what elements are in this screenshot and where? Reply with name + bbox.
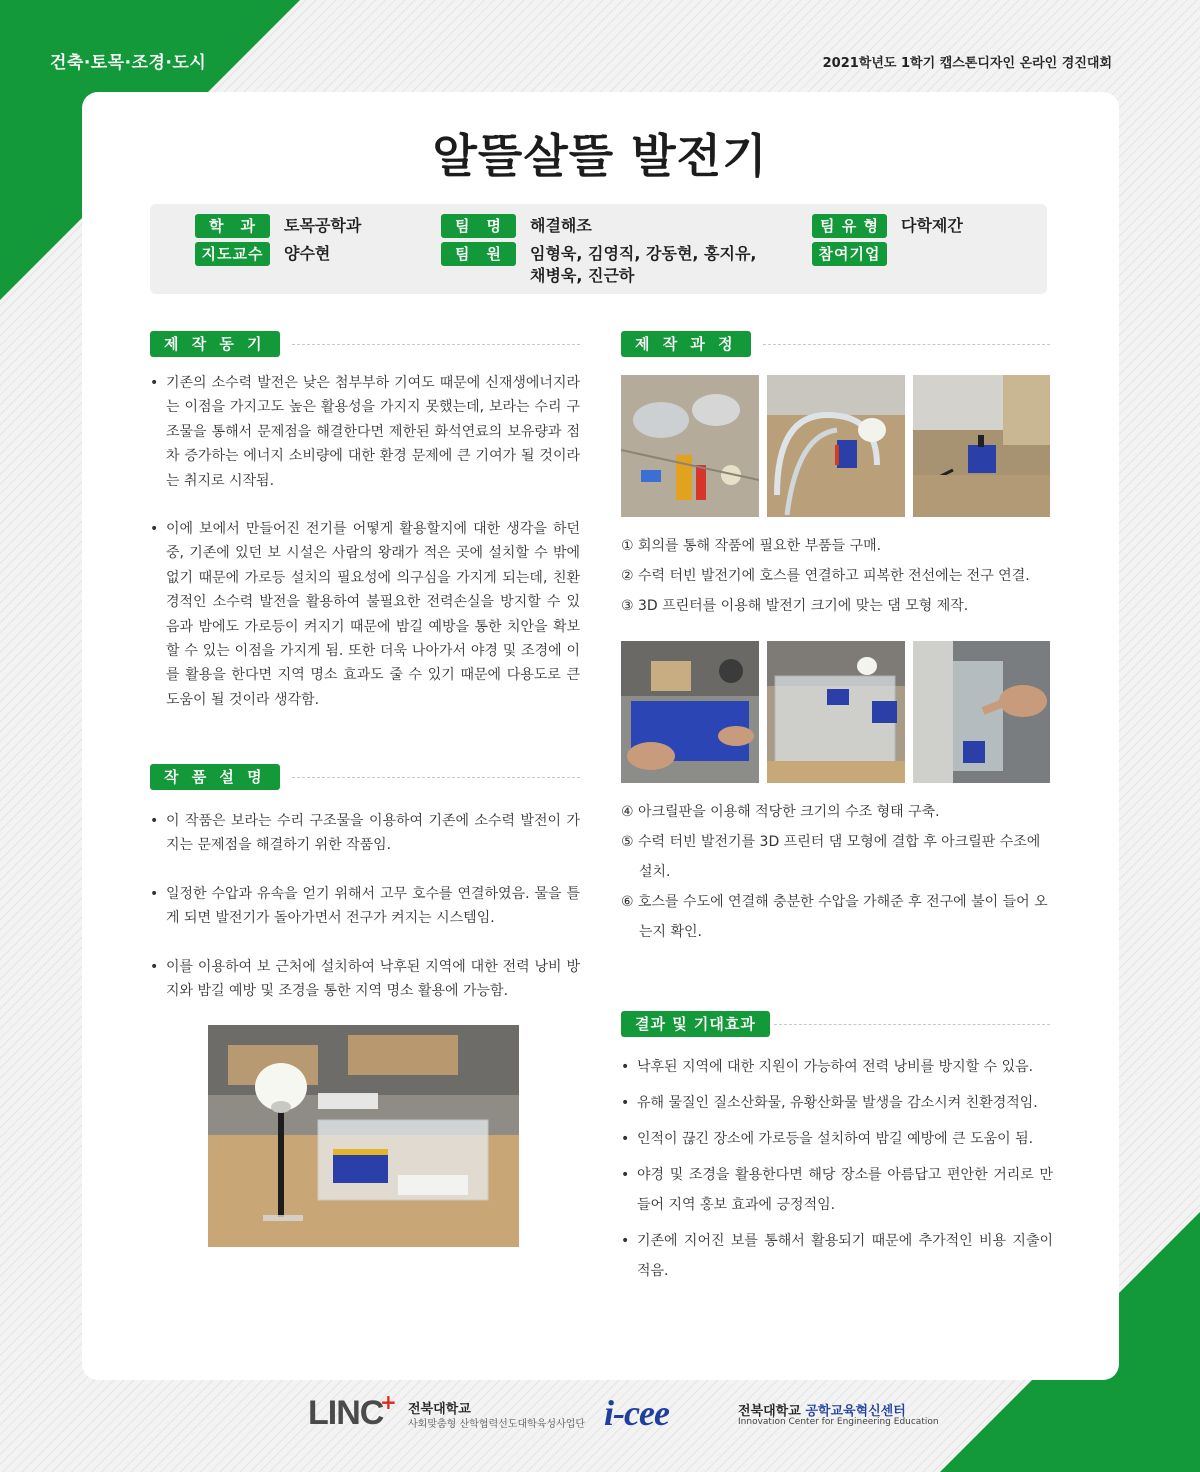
description-list xyxy=(150,809,580,1027)
process-step: ④ 아크릴판을 이용해 적당한 크기의 수조 형태 구축. xyxy=(621,804,940,820)
linc-logo: LINC xyxy=(308,1394,384,1432)
category-label: 건축·토목·조경·도시 xyxy=(50,53,207,73)
linc-subtitle: 사회맞춤형 산학협력선도대학육성사업단 xyxy=(408,1419,586,1430)
process-photo-acrylic xyxy=(621,641,759,783)
result-item: • 유해 물질인 질소산화물, 유황산화물 발생을 감소시켜 친환경적임. xyxy=(621,1088,1053,1118)
process-rule xyxy=(763,344,1050,345)
results-heading: 결과 및 기대효과 xyxy=(621,1011,770,1037)
advisor-label: 지도교수 xyxy=(195,242,270,266)
event-label: 2021학년도 1학기 캡스톤디자인 온라인 경진대회 xyxy=(822,56,1112,71)
icee-logo: i-cee xyxy=(604,1393,669,1433)
description-item: • 일정한 수압과 유속을 얻기 위해서 고무 호수를 연결하였음. 물을 틀게 되면 발전기가 돌아가면서 전구가 켜지는 시스템임. xyxy=(150,882,580,931)
dept-value: 토목공학과 xyxy=(284,216,362,235)
results-rule xyxy=(774,1024,1050,1025)
motivation-item: • 이에 보에서 만들어진 전기를 어떻게 활용할지에 대한 생각을 하던 중, 기존에 있던 보 시설은 사람의 왕래가 적은 곳에 설치할 수 밖에 없기 때문에 가로등 설치의 필요성에 의구심을 가지게 되는데, 친환경적인 소수력 발전을 활용하여 불필요한 전력손실을 방지할 수 있음과 밤에도 가로등이 켜지기 때문에 밤길 예방을 통한 치안을 확보할 수 있는 이점을 가지게 됨. 또한 더욱 나아가서 야경 및 조경에 이를 활용을 한다면 지역 명소 효과도 줄 수 있기 때문에 다용도로 큰 도움이 될 것이라 생각함. xyxy=(150,517,580,712)
process-photo-testing xyxy=(913,641,1050,783)
process-steps-b xyxy=(621,797,1051,947)
results-list xyxy=(621,1052,1053,1292)
process-photo-hose xyxy=(767,375,905,517)
description-item: • 이 작품은 보라는 수리 구조물을 이용하여 기존에 소수력 발전이 가지는 문제점을 해결하기 위한 작품임. xyxy=(150,809,580,858)
type-label: 팀 유 형 xyxy=(812,214,887,238)
page-title: 알뜰살뜰 발전기 xyxy=(432,129,768,183)
process-heading: 제 작 과 정 xyxy=(621,331,751,357)
advisor-value: 양수현 xyxy=(284,244,331,263)
process-step: ⑥ 호스를 수도에 연결해 충분한 수압을 가해준 후 전구에 불이 들어 오는지 확인. xyxy=(621,894,1048,940)
members-line-1: 임형욱, 김영직, 강동현, 홍지유, xyxy=(530,244,757,263)
process-photo-assembly xyxy=(913,375,1050,517)
description-rule xyxy=(292,777,580,778)
members-line-2: 채병욱, 진근하 xyxy=(530,266,635,285)
motivation-heading: 제 작 동 기 xyxy=(150,331,280,357)
result-item: • 야경 및 조경을 활용한다면 해당 장소를 아름답고 편안한 거리로 만들어 지역 홍보 효과에 긍정적임. xyxy=(621,1160,1053,1220)
description-item: • 이를 이용하여 보 근처에 설치하여 낙후된 지역에 대한 전력 낭비 방지와 밤길 예방 및 조경을 통한 지역 명소 활용에 가능함. xyxy=(150,955,580,1004)
process-photo-parts xyxy=(621,375,759,517)
process-photo-tank xyxy=(767,641,905,783)
motivation-item: • 기존의 소수력 발전은 낮은 첨부부하 기여도 때문에 신재생에너지라는 이점을 가지고도 높은 활용성을 가지지 못했는데, 보라는 수리 구조물을 통해서 문제점을 해결한다면 제한된 화석연료의 보유량과 점차 증가하는 에너지 소비량에 대한 환경 문제에 큰 기여가 될 것이라는 취지로 시작됨. xyxy=(150,371,580,493)
description-heading: 작 품 설 명 xyxy=(150,764,280,790)
process-step: ② 수력 터빈 발전기에 호스를 연결하고 피복한 전선에는 전구 연결. xyxy=(621,568,1030,584)
icee-subtitle: Innovation Center for Engineering Education xyxy=(738,1417,939,1427)
company-label: 참여기업 xyxy=(812,242,887,266)
icee-center: 공학교육혁신센터 xyxy=(805,1404,906,1419)
result-item: • 인적이 끊긴 장소에 가로등을 설치하여 밤길 예방에 큰 도움이 됨. xyxy=(621,1124,1053,1154)
motivation-rule xyxy=(292,344,580,345)
icee-uni: 전북대학교 xyxy=(738,1404,801,1419)
process-step: ⑤ 수력 터빈 발전기를 3D 프린터 댐 모형에 결합 후 아크릴판 수조에 설치. xyxy=(621,834,1041,880)
team-value: 해결해조 xyxy=(530,216,592,235)
team-label: 팀 명 xyxy=(441,214,516,238)
result-item: • 기존에 지어진 보를 통해서 활용되기 때문에 추가적인 비용 지출이 적음. xyxy=(621,1226,1053,1286)
process-steps-a xyxy=(621,531,1051,621)
members-label: 팀 원 xyxy=(441,242,516,266)
process-step: ③ 3D 프린터를 이용해 발전기 크기에 맞는 댐 모형 제작. xyxy=(621,598,969,614)
dept-label: 학 과 xyxy=(195,214,270,238)
result-item: • 낙후된 지역에 대한 지원이 가능하여 전력 낭비를 방지할 수 있음. xyxy=(621,1052,1053,1082)
type-value: 다학제간 xyxy=(901,216,963,235)
process-step: ① 회의를 통해 작품에 필요한 부품들 구매. xyxy=(621,538,882,554)
motivation-list xyxy=(150,371,580,736)
linc-plus-icon: + xyxy=(380,1390,397,1414)
product-photo xyxy=(208,1025,519,1247)
linc-university-name: 전북대학교 xyxy=(408,1402,471,1417)
